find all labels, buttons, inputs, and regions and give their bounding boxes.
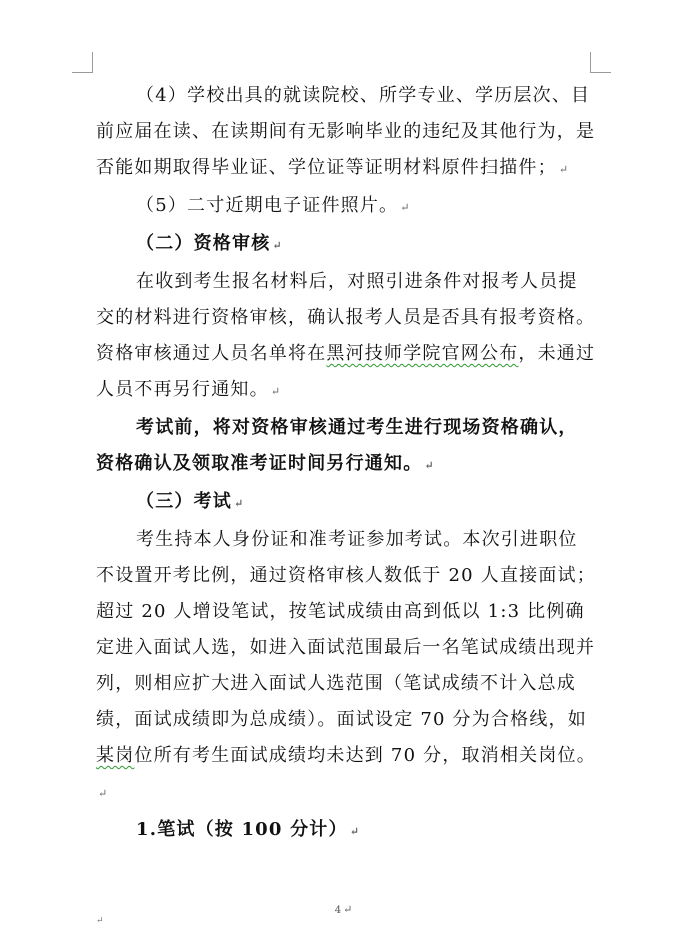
page-number [0,903,687,916]
paragraph-mark-icon: ↵ [424,459,434,472]
paragraph-item-5 [96,188,596,226]
heading-3-text: （三）考试 [136,491,232,512]
paragraph-item-4 [96,78,596,188]
heading-written-exam [96,812,596,850]
spellcheck-underlined-text[interactable]: 黑河技师学院官网公布 [326,343,519,364]
footer-paragraph-mark: ↵ [96,916,104,926]
paragraph-mark-icon: ↵ [98,787,108,800]
paragraph-mark-icon: ↵ [558,163,569,176]
paragraph-review [96,264,596,410]
review-text-start: 在收到考生报名材料后，对照引进条件对报考人员提交的材料进行资格审核，确认报考人员是否具有报考资格。资格审核通过人员名单将在 [96,271,596,364]
item-5-text: （5）二寸近期电子证件照片。 [136,195,399,216]
page-number-text: 4 [334,905,342,916]
margin-corner-top-left [72,52,93,73]
paragraph-exam [96,522,596,812]
paragraph-mark-icon: ↵ [272,239,282,252]
paragraph-mark-icon: ↵ [400,201,410,214]
spellcheck-underlined-text[interactable]: 某岗 [96,745,135,766]
review-text-end: ，未通过人员不再另行通知。 [96,343,596,400]
paragraph-mark-icon: ↵ [270,385,281,398]
paragraph-mark-icon: ↵ [343,903,353,916]
paragraph-exam-notice [96,410,596,484]
heading-2-text: （二）资格审核 [136,233,271,254]
heading-qualification-review [96,226,596,264]
paragraph-mark-icon: ↵ [234,497,244,510]
exam-text-end: 位所有考生面试成绩均未达到 70 分，取消相关岗位。 [134,745,596,766]
item-4-text: （4）学校出具的就读院校、所学专业、学历层次、目前应届在读、在读期间有无影响毕业的违纪及其他行为，是否能如期取得毕业证、学位证等证明材料原件扫描件； [96,85,596,178]
margin-corner-top-right [590,52,611,73]
heading-written-text: 1.笔试（按 100 分计） [136,819,348,840]
exam-notice-text: 考试前，将对资格审核通过考生进行现场资格确认，资格确认及领取准考证时间另行通知。 [96,417,578,474]
heading-exam [96,484,596,522]
document-body[interactable] [96,78,596,850]
paragraph-mark-icon: ↵ [349,825,359,838]
exam-text-start: 考生持本人身份证和准考证参加考试。本次引进职位不设置开考比例，通过资格审核人数低于 20 人直接面试；超过 20 人增设笔试，按笔试成绩由高到低以 1:3 比例确定进入面试人选，如进入面试范围最后一名笔试成绩出现并列，则相应扩大进入面试人选范围（笔试成绩不计入总成绩，面试成绩即为总成绩）。面试设定 70 分为合格线，如 [96,529,596,730]
